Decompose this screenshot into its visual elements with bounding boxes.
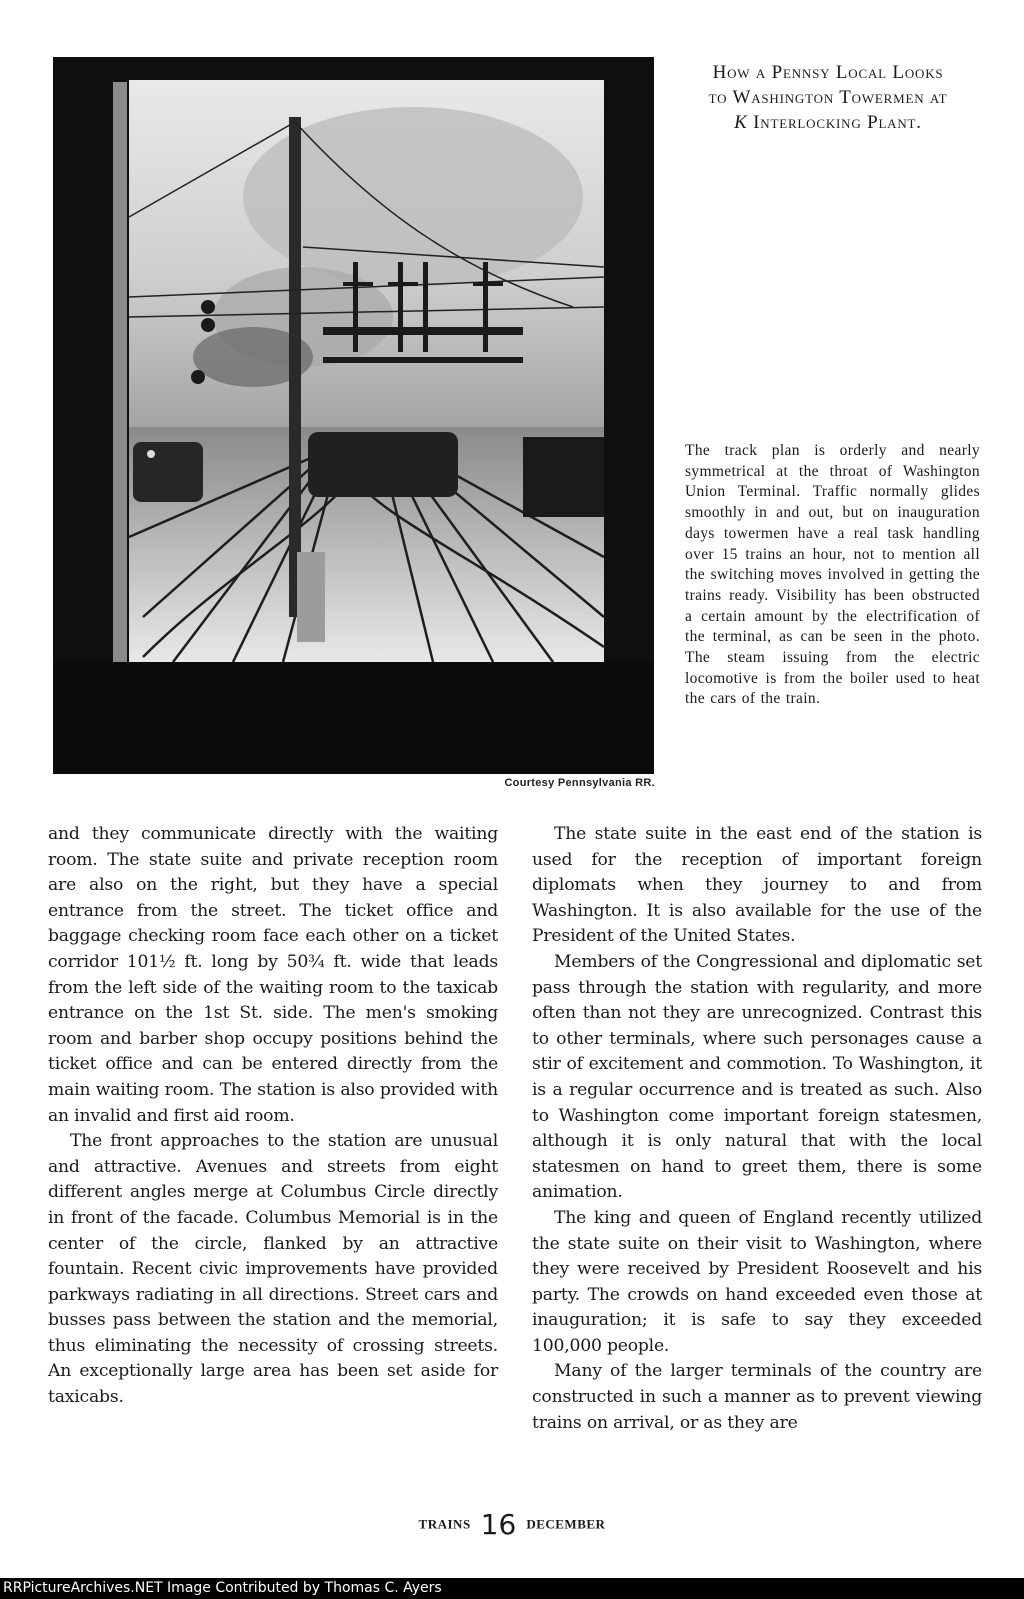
side-caption: The track plan is orderly and nearly symmetrical at the throat of Washington Union Terminal. Traffic normally glides smoothly in and out, but on inauguration days towermen have a real task handling over 15 trains an hour, not to mention all the switching moves involved in getting the trains ready. Visibility has been obstructed a certain amount by the electrification of the terminal, as can be seen in the photo. The steam issuing from the electric locomotive is from the boiler used to heat the cars of the train.: [685, 442, 980, 708]
page-footer: [0, 1508, 1024, 1541]
page-number: 16: [480, 1508, 517, 1541]
left-paragraph-2: The front approaches to the station are unusual and attractive. Avenues and streets from eight different angles merge at Columbus Circle directly in front of the facade. Columbus Memorial is in the center of the circle, flanked by an attractive fountain. Recent civic improvements have provided parkways radiating in all directions. Street cars and busses pass between the station and the memorial, thus eliminating the necessity of crossing streets. An exceptionally large area has been set aside for taxicabs.: [48, 1131, 498, 1408]
photo-headline: [668, 60, 988, 135]
headline-line-3-text: Interlocking Plant.: [747, 112, 922, 133]
railroad-photo: [53, 57, 654, 774]
magazine-name: TRAINS: [418, 1516, 471, 1532]
right-paragraph-3: The king and queen of England recently utilized the state suite on their visit to Washington, where they were received by President Roosevelt and his party. The crowds on hand exceeded even those at inauguration; it is safe to say they exceeded 100,000 people.: [532, 1207, 982, 1356]
left-column: [48, 822, 498, 1411]
headline-line-3: [668, 110, 988, 135]
right-paragraph-4: Many of the larger terminals of the country are constructed in such a manner as to prevent viewing trains on arrival, or as they are: [532, 1361, 982, 1433]
archive-watermark: RRPictureArchives.NET Image Contributed by Thomas C. Ayers: [0, 1578, 1024, 1599]
left-paragraph-1: and they communicate directly with the waiting room. The state suite and private reception room are also on the right, but they have a special entrance from the street. The ticket office and baggage checking room face each other on a ticket corridor 101½ ft. long by 50¾ ft. wide that leads from the left side of the waiting room to the taxicab entrance on the 1st St. side. The men's smoking room and barber shop occupy positions behind the ticket office and can be entered directly from the main waiting room. The station is also provided with an invalid and first aid room.: [48, 824, 498, 1126]
headline-line-1: How a Pennsy Local Looks: [712, 62, 944, 83]
issue-month: DECEMBER: [526, 1516, 606, 1532]
right-paragraph-2: Members of the Congressional and diplomatic set pass through the station with regularity, and more often than not they are unrecognized. Contrast this to other terminals, where such personages cause a stir of excitement and commotion. To Washington, it is a regular occurrence and is treated as such. Also to Washington come important foreign statesmen, although it is only natural that with the local statesmen on hand to greet them, there is some animation.: [532, 951, 982, 1203]
right-paragraph-1: The state suite in the east end of the station is used for the reception of important foreign diplomats when they journey to and from Washington. It is also available for the use of the President of the United States.: [532, 824, 982, 947]
headline-k-letter: K: [734, 112, 748, 133]
right-column: [532, 822, 982, 1436]
photo-credit: Courtesy Pennsylvania RR.: [504, 777, 655, 789]
interlocking-plant-photo: [53, 57, 654, 774]
headline-line-2: to Washington Towermen at: [708, 87, 948, 108]
